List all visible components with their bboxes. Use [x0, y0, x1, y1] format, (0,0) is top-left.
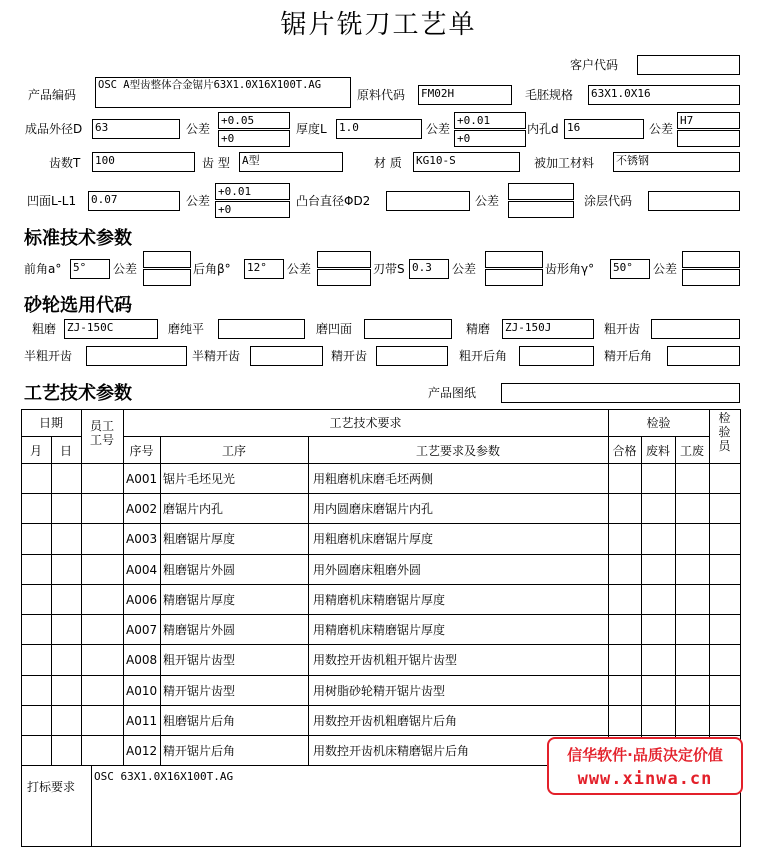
header-inspection: 检验	[646, 416, 671, 430]
row-op: 粗磨锯片外圆	[163, 563, 236, 577]
row-seq: A002	[126, 502, 158, 516]
tooth-angle-label: 齿形角γ°	[545, 262, 595, 276]
concave-tol-label: 公差	[186, 194, 211, 208]
header-tech-req: 工艺技术要求	[329, 416, 402, 430]
hub-tol-upper[interactable]	[508, 183, 574, 200]
header-pass: 合格	[612, 444, 637, 458]
header-employee-no: 员工工号	[89, 419, 114, 447]
thickness-tol-lower[interactable]: +0	[454, 130, 526, 147]
row-req: 用粗磨机床磨锯片厚度	[313, 532, 434, 546]
fine-tooth-label: 精开齿	[331, 349, 368, 363]
od-tol-label: 公差	[186, 122, 211, 136]
fine-tooth-field[interactable]	[376, 346, 448, 366]
row-op: 精磨锯片厚度	[163, 593, 236, 607]
watermark-slogan: 信华软件·品质决定价值	[567, 746, 723, 764]
semi-fine-tooth-field[interactable]	[250, 346, 323, 366]
bore-field[interactable]: 16	[564, 119, 644, 139]
land-tol-lower[interactable]	[485, 269, 543, 286]
drawing-field[interactable]	[501, 383, 740, 403]
rake-tol-upper[interactable]	[143, 251, 191, 268]
header-day: 日	[59, 444, 72, 458]
semi-fine-tooth-label: 半精开齿	[192, 349, 241, 363]
rough-back-field[interactable]	[519, 346, 594, 366]
clearance-tol-label: 公差	[287, 262, 312, 276]
material-label: 材 质	[374, 156, 402, 170]
tooth-type-label: 齿 型	[202, 156, 230, 170]
row-op: 磨锯片内孔	[163, 502, 224, 516]
concave-field[interactable]: 0.07	[88, 191, 180, 211]
row-op: 粗磨锯片后角	[163, 714, 236, 728]
row-seq: A011	[126, 714, 158, 728]
tooth-angle-tol-label: 公差	[653, 262, 678, 276]
rough-back-label: 粗开后角	[459, 349, 508, 363]
header-date: 日期	[38, 416, 63, 430]
fine-back-label: 精开后角	[604, 349, 653, 363]
row-req: 用树脂砂轮精开锯片齿型	[313, 684, 446, 698]
land-field[interactable]: 0.3	[409, 259, 449, 279]
drawing-label: 产品图纸	[428, 386, 477, 400]
material-code-field[interactable]: FM02H	[418, 85, 512, 105]
od-label: 成品外径D	[25, 122, 83, 136]
watermark-logo	[547, 737, 743, 795]
rough-grind-field[interactable]: ZJ-150C	[64, 319, 158, 339]
header-req-params: 工艺要求及参数	[415, 444, 500, 458]
hub-tol-lower[interactable]	[508, 201, 574, 218]
header-op: 工序	[221, 444, 246, 458]
process-title: 工艺技术参数	[24, 383, 132, 404]
hub-dia-field[interactable]	[386, 191, 470, 211]
grind-flat-label: 磨纯平	[168, 322, 205, 336]
rake-tol-lower[interactable]	[143, 269, 191, 286]
material-field[interactable]: KG10-S	[413, 152, 520, 172]
marking-field[interactable]: OSC 63X1.0X16X100T.AG	[92, 767, 737, 844]
blank-spec-label: 毛胚规格	[525, 88, 574, 102]
thickness-label: 厚度L	[296, 122, 327, 136]
rake-tol-label: 公差	[113, 262, 138, 276]
row-req: 用粗磨机床磨毛坯两侧	[313, 472, 434, 486]
header-scrap-material: 废料	[645, 444, 670, 458]
bore-tol-label: 公差	[649, 122, 674, 136]
row-op: 精磨锯片外圆	[163, 623, 236, 637]
hub-dia-label: 凸台直径ΦD2	[296, 194, 371, 208]
row-seq: A010	[126, 684, 158, 698]
blank-spec-field[interactable]: 63X1.0X16	[588, 85, 740, 105]
od-field[interactable]: 63	[92, 119, 180, 139]
std-params-title: 标准技术参数	[24, 228, 132, 249]
concave-tol-upper[interactable]: +0.01	[215, 183, 290, 200]
row-op: 粗开锯片齿型	[163, 653, 236, 667]
grind-flat-field[interactable]	[218, 319, 305, 339]
row-seq: A007	[126, 623, 158, 637]
row-req: 用外圆磨床粗磨外圆	[313, 563, 422, 577]
row-seq: A001	[126, 472, 158, 486]
coating-label: 涂层代码	[584, 194, 633, 208]
row-req: 用精磨机床精磨锯片厚度	[313, 593, 446, 607]
hub-tol-label: 公差	[475, 194, 500, 208]
tooth-angle-field[interactable]: 50°	[610, 259, 650, 279]
row-seq: A008	[126, 653, 158, 667]
concave-label: 凹面L-L1	[27, 194, 77, 208]
thickness-tol-upper[interactable]: +0.01	[454, 112, 526, 129]
product-code-label: 产品编码	[28, 88, 77, 102]
clearance-tol-upper[interactable]	[317, 251, 371, 268]
bore-tol-upper[interactable]: H7	[677, 112, 740, 129]
customer-code-field[interactable]	[637, 55, 740, 75]
bore-tol-lower[interactable]	[677, 130, 740, 147]
bore-label: 内孔d	[527, 122, 559, 136]
rough-grind-label: 粗磨	[32, 322, 57, 336]
land-tol-label: 公差	[452, 262, 477, 276]
material-code-label: 原料代码	[357, 88, 406, 102]
semi-rough-tooth-field[interactable]	[86, 346, 187, 366]
header-scrap-work: 工废	[679, 444, 704, 458]
grind-concave-field[interactable]	[364, 319, 452, 339]
row-seq: A003	[126, 532, 158, 546]
thickness-field[interactable]: 1.0	[336, 119, 422, 139]
watermark-url: www.xinwa.cn	[577, 769, 713, 789]
product-code-field[interactable]: OSC A型齿整体合金锯片63X1.0X16X100T.AG	[95, 77, 351, 108]
row-req: 用内圆磨床磨锯片内孔	[313, 502, 434, 516]
row-op: 粗磨锯片厚度	[163, 532, 236, 546]
row-req: 用数控开齿机粗磨锯片后角	[313, 714, 458, 728]
row-req: 用精磨机床精磨锯片厚度	[313, 623, 446, 637]
rake-label: 前角a°	[24, 262, 62, 276]
teeth-field[interactable]: 100	[92, 152, 195, 172]
teeth-label: 齿数T	[49, 156, 81, 170]
rough-tooth-field[interactable]	[651, 319, 740, 339]
land-label: 刃带S	[373, 262, 405, 276]
thickness-tol-label: 公差	[426, 122, 451, 136]
tooth-angle-tol-upper[interactable]	[682, 251, 740, 268]
row-seq: A006	[126, 593, 158, 607]
grind-concave-label: 磨凹面	[316, 322, 353, 336]
row-seq: A012	[126, 744, 158, 758]
land-tol-upper[interactable]	[485, 251, 543, 268]
work-material-label: 被加工材料	[534, 156, 595, 170]
od-tol-upper[interactable]: +0.05	[218, 112, 290, 129]
header-inspector: 检验员	[718, 411, 731, 453]
semi-rough-tooth-label: 半粗开齿	[24, 349, 73, 363]
rake-field[interactable]: 5°	[70, 259, 110, 279]
row-req: 用数控开齿机粗开锯片齿型	[313, 653, 458, 667]
coating-field[interactable]	[648, 191, 740, 211]
row-op: 精开锯片后角	[163, 744, 236, 758]
fine-grind-field[interactable]: ZJ-150J	[502, 319, 594, 339]
clearance-tol-lower[interactable]	[317, 269, 371, 286]
marking-label: 打标要求	[27, 780, 76, 794]
fine-grind-label: 精磨	[466, 322, 491, 336]
work-material-field[interactable]: 不锈钢	[613, 152, 740, 172]
customer-code-label: 客户代码	[570, 58, 619, 72]
tooth-type-field[interactable]: A型	[239, 152, 343, 172]
header-month: 月	[29, 444, 42, 458]
header-seq: 序号	[129, 444, 154, 458]
od-tol-lower[interactable]: +0	[218, 130, 290, 147]
clearance-label: 后角β°	[193, 262, 231, 276]
rough-tooth-label: 粗开齿	[604, 322, 641, 336]
page-title: 锯片铣刀工艺单	[280, 10, 477, 40]
tooth-angle-tol-lower[interactable]	[682, 269, 740, 286]
fine-back-field[interactable]	[667, 346, 740, 366]
row-op: 锯片毛坯见光	[163, 472, 236, 486]
concave-tol-lower[interactable]: +0	[215, 201, 290, 218]
clearance-field[interactable]: 12°	[244, 259, 284, 279]
wheel-codes-title: 砂轮选用代码	[24, 295, 132, 316]
row-op: 精开锯片齿型	[163, 684, 236, 698]
row-req: 用数控开齿机床精磨锯片后角	[313, 744, 470, 758]
row-seq: A004	[126, 563, 158, 577]
